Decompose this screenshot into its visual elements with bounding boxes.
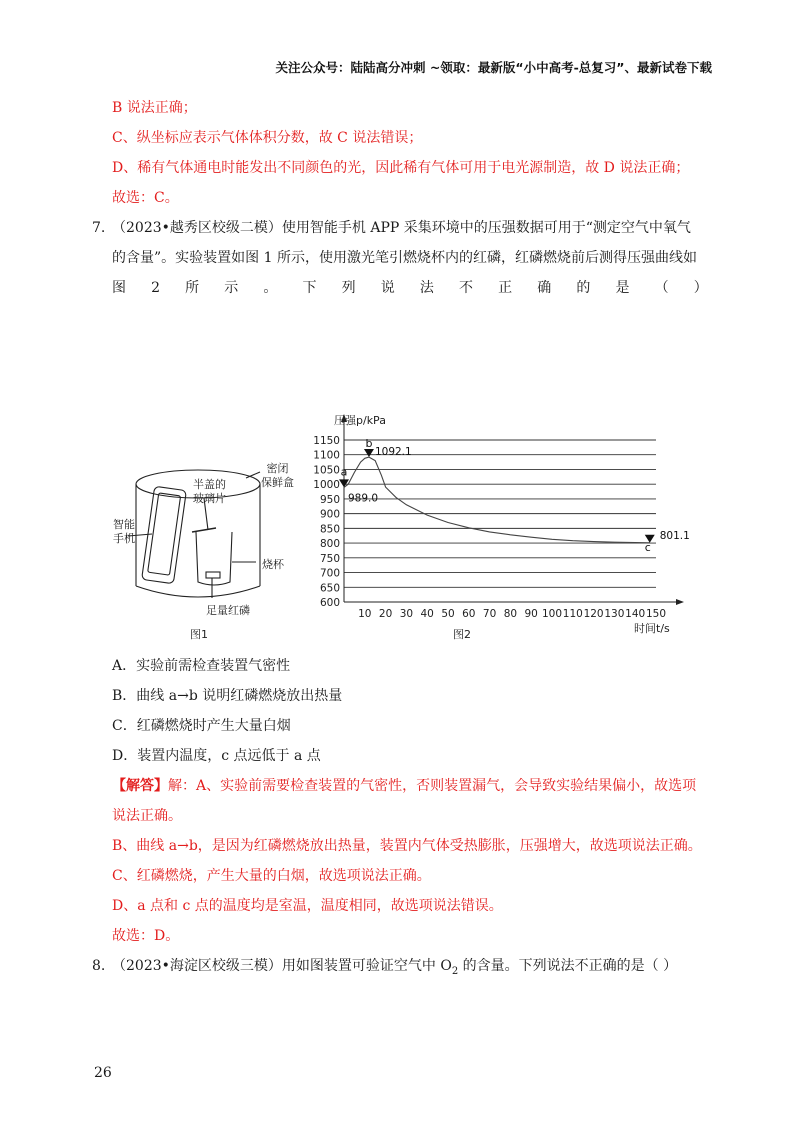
option-c: C．红磷燃烧时产生大量白烟 (112, 718, 291, 734)
y-axis-label: 压强p/kPa (334, 414, 386, 427)
prev-answer-b: B 说法正确； (112, 100, 197, 116)
word: 2 (151, 280, 161, 296)
word: 正 (498, 280, 513, 296)
glass-plate (192, 528, 216, 532)
word: 图 (112, 280, 126, 296)
x-tick-label: 120 (583, 608, 604, 620)
y-tick-label: 600 (319, 597, 340, 609)
word: 下 (302, 280, 317, 296)
point-b-value: 1092.1 (374, 446, 412, 459)
label-text: 半盖的 (193, 478, 226, 491)
x-tick-label: 110 (562, 608, 583, 620)
container-bottom (136, 586, 260, 597)
y-tick-label: 1100 (313, 449, 340, 462)
y-tick-label: 750 (319, 552, 340, 565)
label-glass-plate (193, 478, 226, 506)
prev-answer-c: C、纵坐标应表示气体体积分数，故 C 说法错误； (112, 130, 423, 146)
word: （ (654, 280, 669, 296)
answer-c: C、红磷燃烧，产生大量的白烟，故选项说法正确。 (112, 868, 431, 884)
figure2-caption: 图2 (453, 628, 471, 641)
word: 示 (224, 280, 239, 296)
phosphorus-dish (206, 572, 220, 578)
x-tick-label: 50 (441, 608, 455, 620)
x-tick-label: 60 (462, 608, 476, 620)
option-d: D．装置内温度，c 点远低于 a 点 (112, 748, 321, 764)
x-tick-label: 10 (358, 608, 372, 620)
question-7-number: 7. (92, 220, 106, 236)
word: ） (693, 280, 708, 296)
label-text: 玻璃片 (193, 492, 226, 505)
answer-line1-text: 解：A、实验前需要检查装置的气密性，否则装置漏气，会导致实验结果偏小，故选项 (168, 778, 697, 794)
x-tick-label: 30 (399, 608, 414, 620)
y-tick-label: 700 (319, 567, 340, 580)
x-tick-label: 140 (625, 608, 646, 620)
pressure-curve (344, 457, 650, 543)
label-text: 保鲜盒 (261, 476, 294, 489)
page-number: 26 (94, 1065, 112, 1081)
word: 说 (380, 280, 395, 296)
y-tick-label: 1050 (313, 464, 340, 477)
x-axis-label: 时间t/s (634, 622, 670, 635)
option-a: A．实验前需检查装置气密性 (112, 658, 291, 674)
label-smartphone (113, 518, 135, 546)
y-tick-label: 1000 (313, 479, 340, 492)
y-tick-label: 900 (319, 508, 340, 521)
page-header: 关注公众号：陆陆高分冲刺 ~领取：最新版“小中高考-总复习”、最新试卷下载 (275, 60, 712, 75)
point-a-marker (339, 479, 349, 487)
question-7-line1: （2023•越秀区校级二模）使用智能手机 APP 采集环境中的压强数据可用于“测定空气中氧气 (112, 220, 691, 236)
y-tick-label: 950 (319, 493, 340, 506)
point-a-label: a (340, 465, 348, 479)
y-tick-label: 850 (319, 523, 340, 536)
label-text: 密闭 (266, 462, 289, 475)
x-tick-label: 70 (482, 608, 497, 620)
word: 。 (263, 280, 278, 296)
y-tick-label: 800 (319, 538, 340, 551)
answer-b: B、曲线 a→b，是因为红磷燃烧放出热量，装置内气体受热膨胀，压强增大，故选项说法正确。 (112, 838, 702, 854)
point-b-label: b (365, 437, 373, 451)
q8-text-before: （2023•海淀区校级三模）用如图装置可验证空气中 O (112, 958, 452, 974)
point-c-value: 801.1 (659, 529, 690, 542)
label-beaker: 烧杯 (262, 558, 284, 571)
question-8-text (112, 956, 677, 982)
answer-d: D、a 点和 c 点的温度均是室温，温度相同，故选项说法错误。 (112, 898, 503, 914)
figure1-caption: 图1 (190, 628, 208, 641)
prev-answer-d: D、稀有气体通电时能发出不同颜色的光，因此稀有气体可用于电光源制造，故 D 说法正确； (112, 160, 690, 176)
option-b: B．曲线 a→b 说明红磷燃烧放出热量 (112, 688, 343, 704)
answer-tag: 【解答】 (112, 778, 168, 794)
word: 所 (185, 280, 200, 296)
x-tick-label: 150 (645, 608, 667, 620)
point-b-marker (364, 449, 374, 457)
word: 不 (459, 280, 474, 296)
x-tick-label: 20 (378, 608, 393, 620)
word: 法 (419, 280, 434, 296)
question-8-number: 8. (92, 958, 106, 974)
word: 的 (576, 280, 591, 296)
answer-line1 (112, 776, 696, 796)
word: 是 (615, 280, 630, 296)
x-tick-label: 80 (503, 608, 518, 620)
y-tick-label: 650 (319, 582, 340, 595)
label-sealed-box (261, 462, 294, 490)
word: 确 (537, 280, 552, 296)
point-a-value: 989.0 (348, 492, 379, 505)
x-axis-arrow (676, 599, 684, 605)
beaker-shape (196, 532, 232, 585)
label-text: 智能 (113, 518, 135, 531)
q8-subscript: 2 (451, 965, 459, 977)
question-7-line2: 的含量”。实验装置如图 1 所示，使用激光笔引燃烧杯内的红磷，红磷燃烧前后测得压强曲线如 (112, 250, 697, 266)
x-tick-label: 100 (541, 608, 563, 620)
pressure-chart (300, 408, 700, 638)
x-tick-label: 130 (604, 608, 625, 620)
answer-line2: 说法正确。 (112, 808, 182, 824)
phone-screen (148, 493, 181, 575)
label-text: 手机 (113, 532, 135, 545)
point-c-label: c (644, 540, 651, 554)
answer-choice: 故选：D。 (112, 928, 180, 944)
word: 列 (341, 280, 356, 296)
x-tick-label: 90 (524, 608, 538, 620)
label-red-phosphorus: 足量红磷 (206, 604, 250, 617)
q8-text-after: 的含量。下列说法不正确的是（ ） (458, 958, 678, 974)
x-tick-label: 40 (420, 608, 434, 620)
y-tick-label: 1150 (313, 435, 340, 447)
question-7-line3 (112, 278, 708, 298)
prev-answer-choice: 故选：C。 (112, 190, 179, 206)
